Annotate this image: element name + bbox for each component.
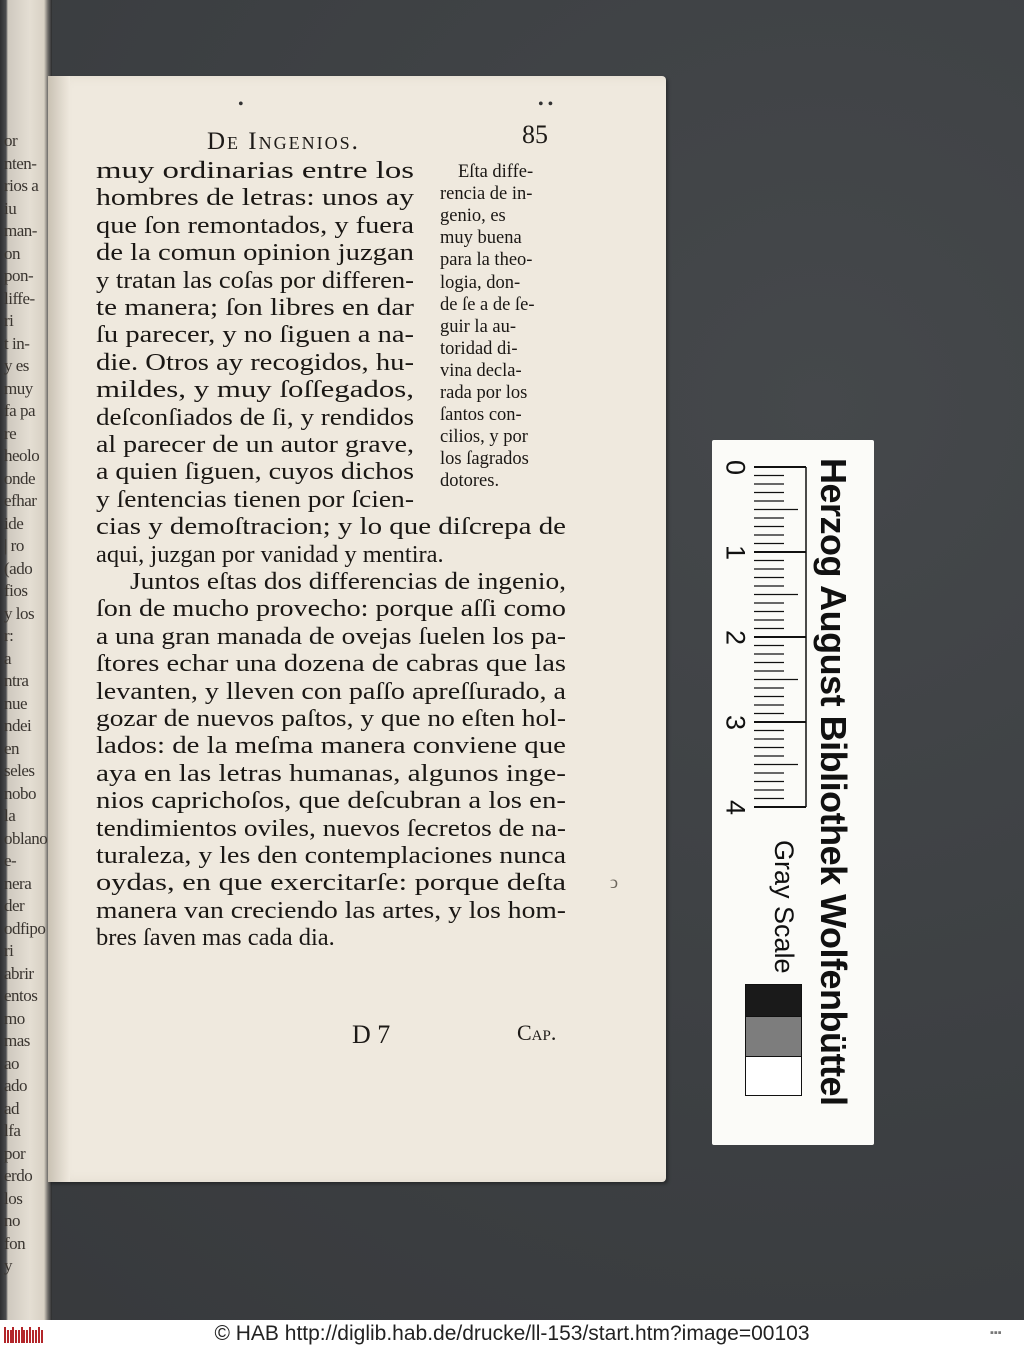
page-number: 85 <box>522 120 548 149</box>
gloss-line: muy buena <box>440 228 522 249</box>
footer-mark: ▪▪▪ <box>990 1327 1002 1339</box>
gloss-line: para la theo- <box>440 250 533 271</box>
ink-bleed-mark: ↄ <box>610 872 618 892</box>
body-line: muy ordinarias entre los <box>96 157 414 184</box>
ruler-number: 4 <box>720 799 751 816</box>
body-line: cias y demoſtracion; y lo que diſcrepa de <box>96 513 566 541</box>
body-line: ſu parecer, y no ſiguen a na- <box>96 321 414 349</box>
body-line: oydas, en que exercitarſe: porque deſta <box>96 869 566 897</box>
adjacent-page-text: or nten- rios a iu man- on pon- liffe- ri t in- y es muy fa pa re heolo onde efhar ide | ro (ado fios y los r: a ntra nue ndei en seles nobo la oblano e- nera der odfipo ri abrir entos mo mas ao ado ad lfa por erdo los no fon y <box>4 131 48 1275</box>
gloss-line: de ſe a de ſe- <box>440 294 535 315</box>
body-line: die. Otros ay recogidos, hu- <box>96 348 414 376</box>
catchword: Cap. <box>517 1020 557 1045</box>
body-line: manera van creciendo las artes, y los hom- <box>96 896 566 924</box>
body-line: deſconſiados de ſi, y rendidos <box>96 403 414 431</box>
body-line: Juntos eſtas dos differencias de ingenio, <box>130 568 566 595</box>
gloss-line: dotores. <box>440 471 500 492</box>
body-line: y ſentencias tienen por ſcien- <box>96 485 414 513</box>
running-head: De Ingenios. <box>207 128 360 155</box>
swatch-white <box>745 1056 802 1096</box>
body-line: y tratan las coſas por differen- <box>96 266 414 294</box>
gloss-line: guir la au- <box>440 316 517 337</box>
gloss-line: toridad di- <box>440 338 518 359</box>
ruler-number: 3 <box>720 714 751 731</box>
gloss-line: vina decla- <box>440 360 522 381</box>
gloss-line: los ſagrados <box>440 449 529 470</box>
ruler-number: 1 <box>720 544 751 561</box>
body-line: bres ſaven mas cada dia. <box>96 924 335 952</box>
body-line: tendimientos oviles, nuevos ſecretos de na- <box>96 814 566 842</box>
body-line: nios caprichoſos, que deſcubran a los en- <box>96 787 566 815</box>
body-line: lados: de la meſma manera conviene que <box>96 732 566 760</box>
body-line: a quien ſiguen, cuyos dichos <box>96 458 414 486</box>
signature-mark: D 7 <box>352 1020 391 1049</box>
gloss-line: ſantos con- <box>440 405 522 426</box>
body-line: ſon de mucho provecho: porque aſſi como <box>96 595 566 623</box>
gloss-line: cilios, y por <box>440 427 528 448</box>
body-line: levanten, y lleven con paſſo apreſſurado, a <box>96 677 566 705</box>
body-line: al parecer de un autor grave, <box>96 431 414 458</box>
body-line: turaleza, y les den contemplaciones nunca <box>96 842 566 869</box>
gloss-line: genio, es <box>440 206 506 227</box>
swatch-gray <box>745 1016 802 1058</box>
body-line: gozar de nuevos paſtos, y que no eſten hol- <box>96 705 566 732</box>
page-mark-left: • <box>238 96 244 113</box>
body-line: te manera; ſon libres en dar <box>96 294 414 321</box>
body-line: a una gran manada de ovejas ſuelen los pa- <box>96 622 566 650</box>
library-brand: Herzog August Bibliothek Wolfenbüttel <box>813 458 854 1106</box>
copyright-url: © HAB http://diglib.hab.de/drucke/ll-153/start.htm?image=00103 <box>214 1322 810 1345</box>
gloss-line: rada por los <box>440 383 528 403</box>
body-line: de la comun opinion juzgan <box>96 239 414 267</box>
ruler-number: 2 <box>720 629 751 646</box>
body-line: hombres de letras: unos ay <box>96 184 414 212</box>
page-mark-right: • • <box>538 96 554 113</box>
body-line: aqui, juzgan por vanidad y mentira. <box>96 540 444 568</box>
ruler-number: 0 <box>720 459 751 476</box>
body-line: mildes, y muy ſoſſegados, <box>96 376 414 404</box>
gloss-line: Eſta diffe- <box>458 162 534 182</box>
body-line: ſtores echar una dozena de cabras que las <box>96 650 566 678</box>
gray-scale-label: Gray Scale <box>769 840 799 974</box>
gloss-line: rencia de in- <box>440 184 533 205</box>
body-line: aya en las letras humanas, algunos inge- <box>96 759 566 787</box>
body-line: que ſon remontados, y fuera <box>96 211 414 239</box>
gloss-line: logia, don- <box>440 272 521 293</box>
